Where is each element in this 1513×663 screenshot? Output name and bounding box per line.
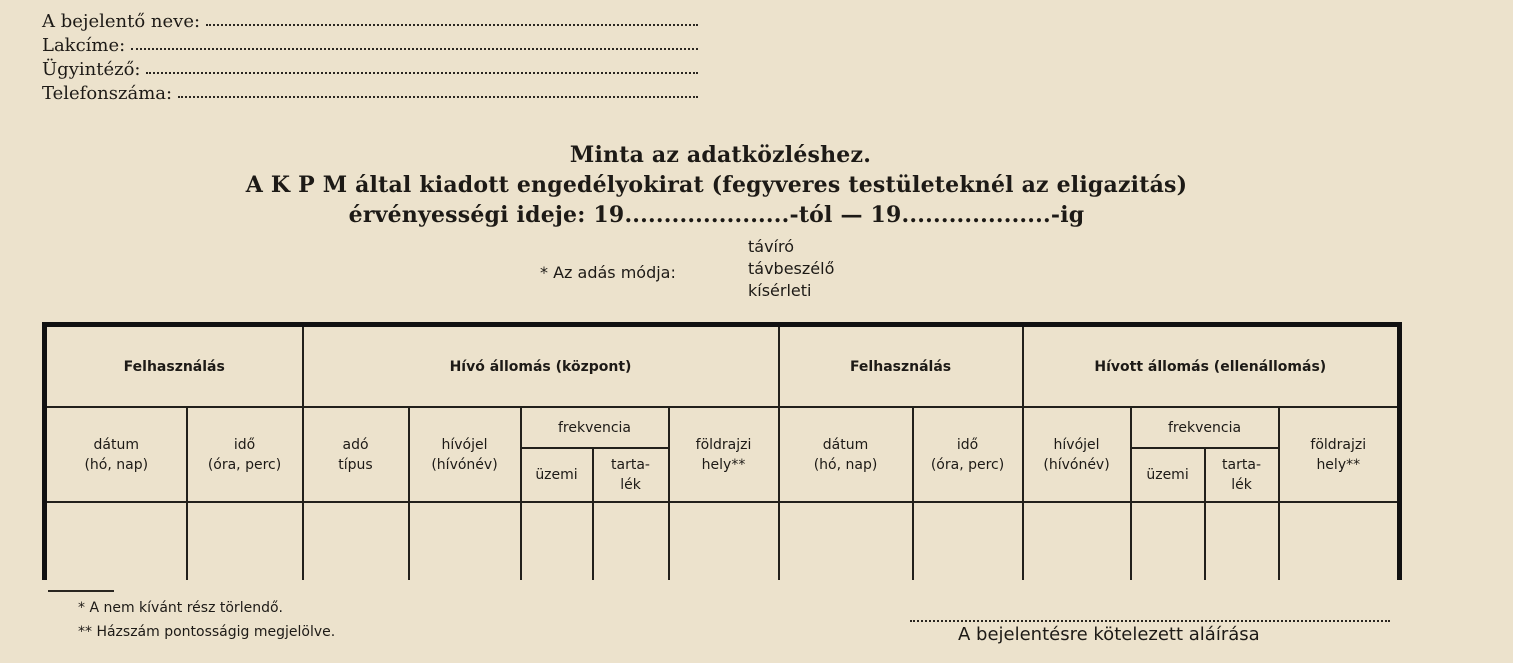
col-operating-1: üzemi [521, 448, 593, 502]
mode-options [748, 236, 834, 302]
group-usage-1: Felhasználás [45, 325, 303, 408]
mode-option-telephone: távbeszélő [748, 259, 835, 278]
cell-location-2[interactable] [1279, 502, 1400, 580]
field-clerk-line [146, 60, 698, 74]
col-location-1: földrajzi hely** [669, 407, 779, 502]
mode-label: * Az adás módja: [540, 263, 676, 282]
field-phone [42, 84, 698, 104]
mode-option-experimental: kísérleti [748, 281, 812, 300]
col-time-2: idő (óra, perc) [913, 407, 1023, 502]
cell-callsign-1[interactable] [409, 502, 521, 580]
col-transmitter-type: adó típus [303, 407, 409, 502]
footnote-2: ** Házszám pontosságig megjelölve. [78, 624, 336, 640]
cell-operating-1[interactable] [521, 502, 593, 580]
col-callsign-1: hívójel (hívónév) [409, 407, 521, 502]
col-reserve-2: tarta- lék [1205, 448, 1279, 502]
field-name [42, 12, 698, 32]
footnote-divider [48, 590, 114, 592]
cell-callsign-2[interactable] [1023, 502, 1131, 580]
cell-reserve-1[interactable] [593, 502, 669, 580]
mode-option-telegraph: távíró [748, 237, 795, 256]
cell-transmitter-type[interactable] [303, 502, 409, 580]
col-date-1: dátum (hó, nap) [45, 407, 187, 502]
col-callsign-2: hívójel (hívónév) [1023, 407, 1131, 502]
cell-reserve-2[interactable] [1205, 502, 1279, 580]
cell-time-1[interactable] [187, 502, 303, 580]
field-clerk-label: Ügyintéző: [42, 59, 141, 80]
col-time-1: idő (óra, perc) [187, 407, 303, 502]
cell-date-2[interactable] [779, 502, 913, 580]
col-operating-2: üzemi [1131, 448, 1205, 502]
title-line-1: Minta az adatközléshez. [569, 142, 872, 168]
group-usage-2: Felhasználás [779, 325, 1023, 408]
signature-label: A bejelentésre kötelezett aláírása [958, 624, 1260, 645]
col-frequency-1: frekvencia [521, 407, 669, 448]
title-line-3: érvényességi ideje: 19.....................-tól — 19...................-ig [348, 202, 1085, 228]
title-line-2: A K P M által kiadott engedélyokirat (fegyveres testületeknél az eligazitás) [245, 172, 1188, 198]
group-calling-station: Hívó állomás (központ) [303, 325, 779, 408]
cell-operating-2[interactable] [1131, 502, 1205, 580]
field-address [42, 36, 698, 56]
signature-line [910, 620, 1390, 622]
cell-location-1[interactable] [669, 502, 779, 580]
field-clerk [42, 60, 698, 80]
col-date-2: dátum (hó, nap) [779, 407, 913, 502]
cell-time-2[interactable] [913, 502, 1023, 580]
field-name-line [206, 12, 698, 26]
data-table [42, 322, 1402, 580]
col-reserve-1: tarta- lék [593, 448, 669, 502]
field-address-label: Lakcíme: [42, 35, 126, 56]
field-phone-line [178, 84, 698, 98]
footnote-1: * A nem kívánt rész törlendő. [78, 600, 283, 616]
field-phone-label: Telefonszáma: [42, 83, 173, 104]
table-row [45, 502, 1400, 580]
field-address-line [131, 36, 698, 50]
col-frequency-2: frekvencia [1131, 407, 1279, 448]
cell-date-1[interactable] [45, 502, 187, 580]
col-location-2: földrajzi hely** [1279, 407, 1400, 502]
group-called-station: Hívott állomás (ellenállomás) [1023, 325, 1400, 408]
field-name-label: A bejelentő neve: [42, 11, 201, 32]
